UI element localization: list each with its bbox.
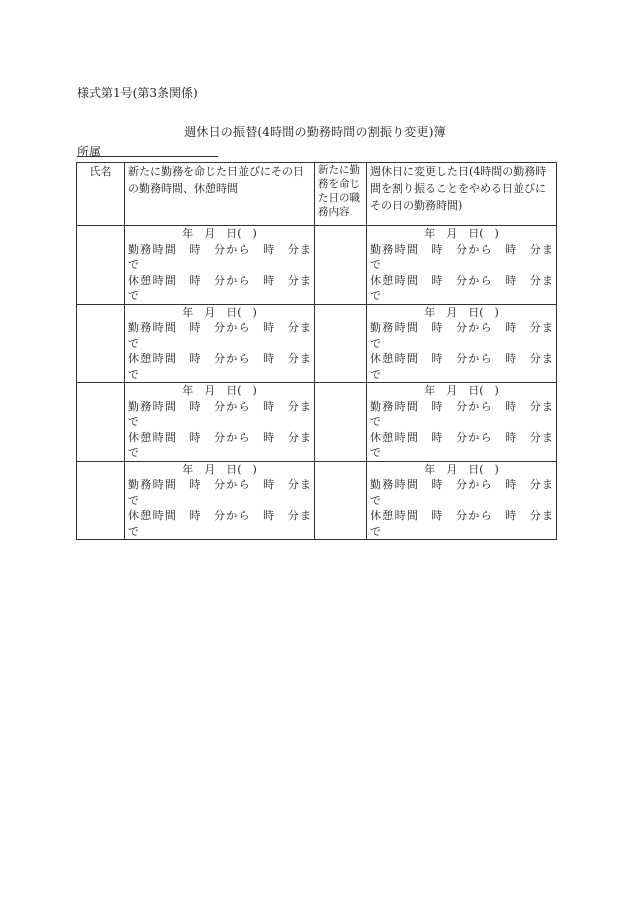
chg-work-hours-end: で (370, 258, 381, 271)
header-duty-content: 新たに勤務を命じた日の職務内容 (315, 163, 367, 226)
chg-work-hours: 勤務時間 時 分から 時 分ま (370, 321, 553, 334)
changed-day-cell[interactable] (367, 383, 557, 462)
table-row (77, 304, 557, 383)
name-cell[interactable] (77, 226, 125, 305)
chg-work-hours: 勤務時間 時 分から 時 分ま (370, 242, 553, 256)
chg-date: 年 月 日( ) (424, 462, 499, 476)
department-label: 所属 (77, 145, 102, 159)
chg-work-hours: 勤務時間 時 分から 時 分ま (370, 478, 553, 491)
new-break-hours-end: で (128, 289, 139, 302)
new-work-hours: 勤務時間 時 分から 時 分ま (128, 321, 311, 334)
table-row (77, 226, 557, 305)
changed-day-cell[interactable] (367, 461, 557, 540)
new-break-hours-end: で (128, 367, 139, 381)
new-break-hours: 休憩時間 時 分から 時 分ま (128, 509, 311, 522)
chg-work-hours-end: で (370, 415, 381, 428)
new-work-day-cell[interactable] (125, 383, 315, 462)
chg-break-hours-end: で (370, 367, 381, 381)
form-number: 様式第1号(第3条関係) (77, 86, 198, 100)
new-work-hours: 勤務時間 時 分から 時 分ま (128, 242, 311, 256)
chg-break-hours-end: で (370, 524, 381, 538)
new-break-hours: 休憩時間 時 分から 時 分ま (128, 273, 311, 287)
document-title: 週休日の振替(4時間の勤務時間の割振り変更)簿 (184, 125, 446, 139)
header-name: 氏名 (77, 163, 125, 226)
new-work-hours-end: で (128, 493, 139, 507)
chg-work-hours: 勤務時間 時 分から 時 分ま (370, 399, 553, 413)
duty-content-cell[interactable] (315, 383, 367, 462)
new-break-hours-end: で (128, 524, 139, 538)
changed-day-cell[interactable] (367, 226, 557, 305)
chg-work-hours-end: で (370, 493, 381, 507)
new-date: 年 月 日( ) (182, 227, 257, 240)
new-work-day-cell[interactable] (125, 461, 315, 540)
department-underline (77, 156, 218, 157)
new-work-hours: 勤務時間 時 分から 時 分ま (128, 478, 311, 491)
table-row (77, 461, 557, 540)
new-work-hours-end: で (128, 258, 139, 271)
chg-break-hours: 休憩時間 時 分から 時 分ま (370, 273, 553, 287)
changed-day-cell[interactable] (367, 304, 557, 383)
name-cell[interactable] (77, 383, 125, 462)
new-break-hours: 休憩時間 時 分から 時 分ま (128, 430, 311, 444)
chg-break-hours-end: で (370, 446, 381, 459)
new-date: 年 月 日( ) (182, 384, 257, 397)
chg-work-hours-end: で (370, 336, 381, 350)
new-break-hours: 休憩時間 時 分から 時 分ま (128, 352, 311, 365)
header-new-work-day: 新たに勤務を命じた日並びにその日の勤務時間、休憩時間 (125, 163, 315, 226)
duty-content-cell[interactable] (315, 304, 367, 383)
chg-date: 年 月 日( ) (424, 227, 499, 240)
name-cell[interactable] (77, 304, 125, 383)
substitution-table (76, 162, 557, 540)
duty-content-cell[interactable] (315, 461, 367, 540)
new-date: 年 月 日( ) (182, 305, 257, 319)
name-cell[interactable] (77, 461, 125, 540)
new-work-day-cell[interactable] (125, 304, 315, 383)
new-work-hours: 勤務時間 時 分から 時 分ま (128, 399, 311, 413)
chg-break-hours: 休憩時間 時 分から 時 分ま (370, 509, 553, 522)
new-work-hours-end: で (128, 336, 139, 350)
chg-break-hours-end: で (370, 289, 381, 302)
new-date: 年 月 日( ) (182, 462, 257, 476)
chg-break-hours: 休憩時間 時 分から 時 分ま (370, 352, 553, 365)
new-work-day-cell[interactable] (125, 226, 315, 305)
table-row (77, 383, 557, 462)
header-row (77, 163, 557, 226)
new-break-hours-end: で (128, 446, 139, 459)
table-body (77, 226, 557, 540)
header-changed-day: 週休日に変更した日(4時間の勤務時間を割り振ることをやめる日並びにその日の勤務時間) (367, 163, 557, 226)
new-work-hours-end: で (128, 415, 139, 428)
chg-break-hours: 休憩時間 時 分から 時 分ま (370, 430, 553, 444)
duty-content-cell[interactable] (315, 226, 367, 305)
chg-date: 年 月 日( ) (424, 305, 499, 319)
chg-date: 年 月 日( ) (424, 384, 499, 397)
